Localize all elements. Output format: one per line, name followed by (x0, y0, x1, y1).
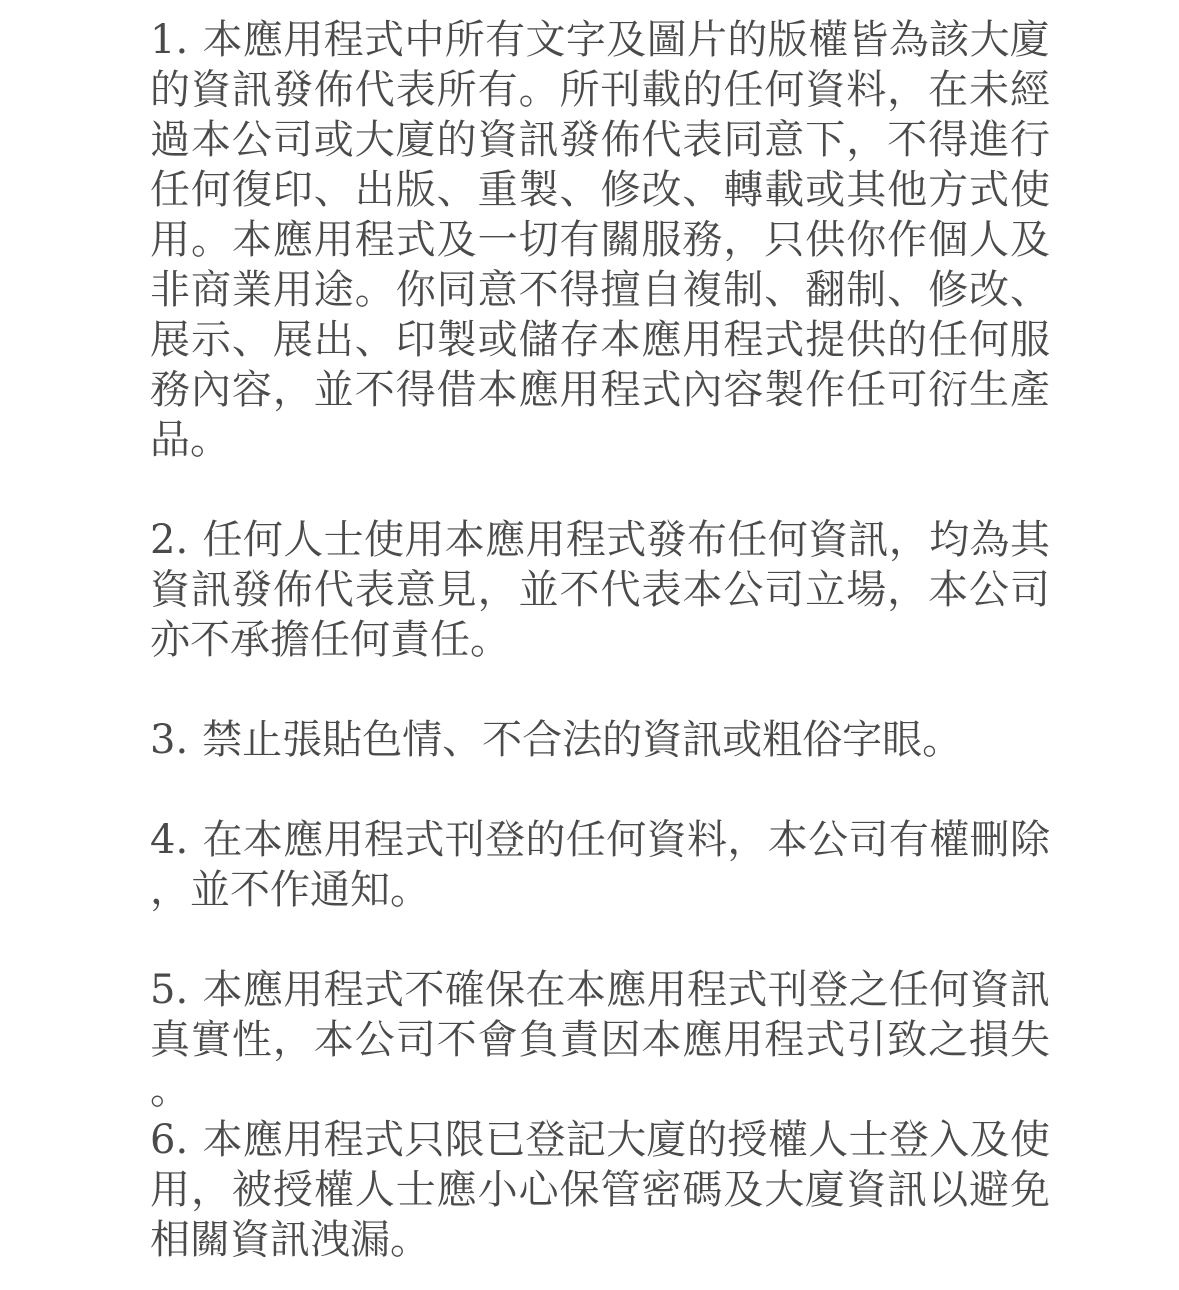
clause-number: 4. (150, 817, 189, 863)
clause-number: 1. (150, 17, 189, 63)
clause-number: 3. (150, 717, 189, 763)
clause-2 (150, 515, 1050, 665)
clause-number: 6. (150, 1117, 189, 1163)
clause-5 (150, 965, 1050, 1115)
clause-number: 5. (150, 967, 189, 1013)
clause-text: 禁止張貼色情、不合法的資訊或粗俗字眼。 (202, 717, 963, 763)
clause-text: 本應用程式不確保在本應用程式刊登之任何資訊真實性，本公司不會負責因本應用程式引致之損失。 (150, 967, 1050, 1113)
clause-text: 本應用程式中所有文字及圖片的版權皆為該大廈的資訊發佈代表所有。所刊載的任何資料，在未經過本公司或大廈的資訊發佈代表同意下，不得進行任何復印、出版、重製、修改、轉載或其他方式使用。本應用程式及一切有關服務，只供你作個人及非商業用途。你同意不得擅自複制、翻制、修改、展示、展出、印製或儲存本應用程式提供的任何服務內容，並不得借本應用程式內容製作任可衍生產品。 (150, 17, 1050, 463)
clause-text: 本應用程式只限已登記大廈的授權人士登入及使用，被授權人士應小心保管密碼及大廈資訊以避免相關資訊洩漏。 (150, 1117, 1050, 1263)
clause-4 (150, 815, 1050, 915)
clause-number: 2. (150, 517, 189, 563)
clause-text: 任何人士使用本應用程式發布任何資訊，均為其資訊發佈代表意見，並不代表本公司立場，本公司亦不承擔任何責任。 (150, 517, 1050, 663)
clause-1 (150, 15, 1050, 465)
clause-3 (150, 715, 1050, 765)
clause-text: 在本應用程式刊登的任何資料，本公司有權刪除，並不作通知。 (150, 817, 1050, 913)
terms-document (150, 15, 1050, 1265)
clause-6 (150, 1115, 1050, 1265)
